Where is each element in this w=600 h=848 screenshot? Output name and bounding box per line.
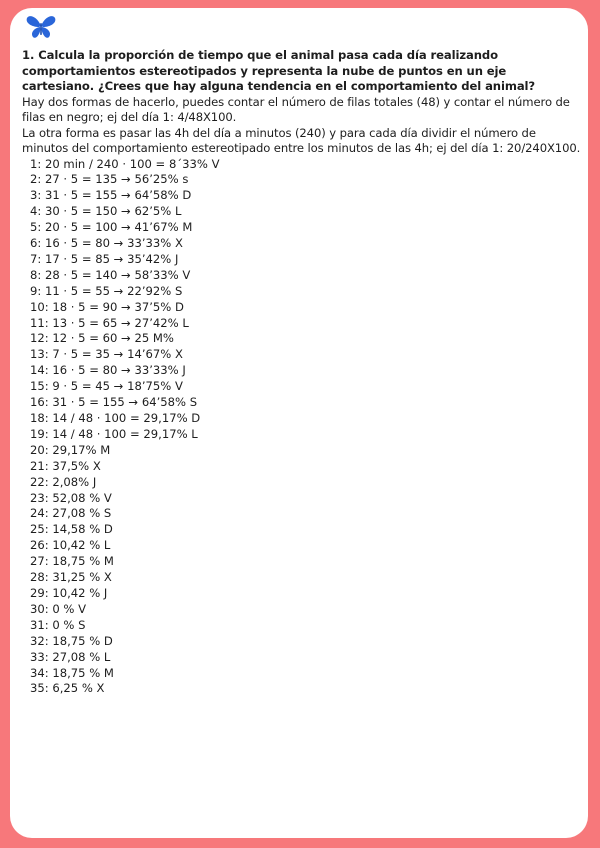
- calculation-item: 27: 18,75 % M: [30, 554, 114, 569]
- calculation-item: 26: 10,42 % L: [30, 538, 111, 553]
- calculation-item: 19: 14 / 48 · 100 = 29,17% L: [30, 426, 198, 441]
- calculation-item: 30: 0 % V: [30, 601, 87, 616]
- explanation-paragraph-2: La otra forma es pasar las 4h del día a minutos (240) y para cada día dividir el número de minutos del comportamiento estereotipado entre los minutos de las 4h; ej del día 1: 20/240X100.: [22, 125, 581, 155]
- calculation-item: 22: 2,08% J: [30, 474, 97, 489]
- calculation-item: 34: 18,75 % M: [30, 665, 114, 680]
- calculation-item: 16: 31 · 5 = 155 → 64’58% S: [30, 395, 198, 410]
- worksheet-page: [10, 8, 588, 838]
- calculation-item: 21: 37,5% X: [30, 458, 101, 473]
- calculation-item: 29: 10,42 % J: [30, 585, 108, 600]
- calculation-item: 6: 16 · 5 = 80 → 33’33% X: [30, 236, 183, 251]
- calculation-item: 5: 20 · 5 = 100 → 41’67% M: [30, 220, 193, 235]
- calculation-item: 3: 31 · 5 = 155 → 64’58% D: [30, 188, 192, 203]
- worksheet-content: [22, 48, 582, 697]
- calculation-item: 33: 27,08 % L: [30, 649, 111, 664]
- calculation-item: 14: 16 · 5 = 80 → 33’33% J: [30, 363, 186, 378]
- explanation-paragraph-1: Hay dos formas de hacerlo, puedes contar el número de filas totales (48) y contar el número de filas en negro; ej del día 1: 4/48X100.: [22, 94, 570, 124]
- calculation-item: 24: 27,08 % S: [30, 506, 112, 521]
- calculation-item: 35: 6,25 % X: [30, 681, 105, 696]
- calculation-item: 9: 11 · 5 = 55 → 22’92% S: [30, 283, 183, 298]
- question-heading: 1. Calcula la proporción de tiempo que el animal pasa cada día realizando comportamientos estereotipados y representa la nube de puntos en un eje cartesiano. ¿Crees que hay alguna tendencia en el comportamiento del animal?: [22, 48, 536, 93]
- calculation-item: 25: 14,58 % D: [30, 522, 113, 537]
- calculation-item: 20: 29,17% M: [30, 442, 111, 457]
- calculation-item: 31: 0 % S: [30, 617, 86, 632]
- calculation-item: 18: 14 / 48 · 100 = 29,17% D: [30, 411, 201, 425]
- calculation-item: 2: 27 · 5 = 135 → 56’25% s: [30, 172, 189, 187]
- calculation-item: 1: 20 min / 240 · 100 = 8´33% V: [30, 156, 220, 171]
- calculation-item: 4: 30 · 5 = 150 → 62’5% L: [30, 204, 182, 219]
- calculation-item: 32: 18,75 % D: [30, 633, 113, 648]
- calculation-item: 8: 28 · 5 = 140 → 58’33% V: [30, 267, 191, 282]
- calculation-list: [22, 157, 582, 698]
- calculation-item: 23: 52,08 % V: [30, 490, 112, 505]
- calculation-item: 7: 17 · 5 = 85 → 35’42% J: [30, 251, 179, 266]
- calculation-item: 28: 31,25 % X: [30, 570, 112, 585]
- calculation-item: 12: 12 · 5 = 60 → 25 M%: [30, 331, 174, 346]
- calculation-item: 13: 7 · 5 = 35 → 14’67% X: [30, 347, 183, 362]
- calculation-item: 11: 13 · 5 = 65 → 27’42% L: [30, 315, 189, 330]
- calculation-item: 10: 18 · 5 = 90 → 37’5% D: [30, 299, 184, 314]
- calculation-item: 15: 9 · 5 = 45 → 18’75% V: [30, 379, 183, 394]
- butterfly-icon: [26, 14, 56, 40]
